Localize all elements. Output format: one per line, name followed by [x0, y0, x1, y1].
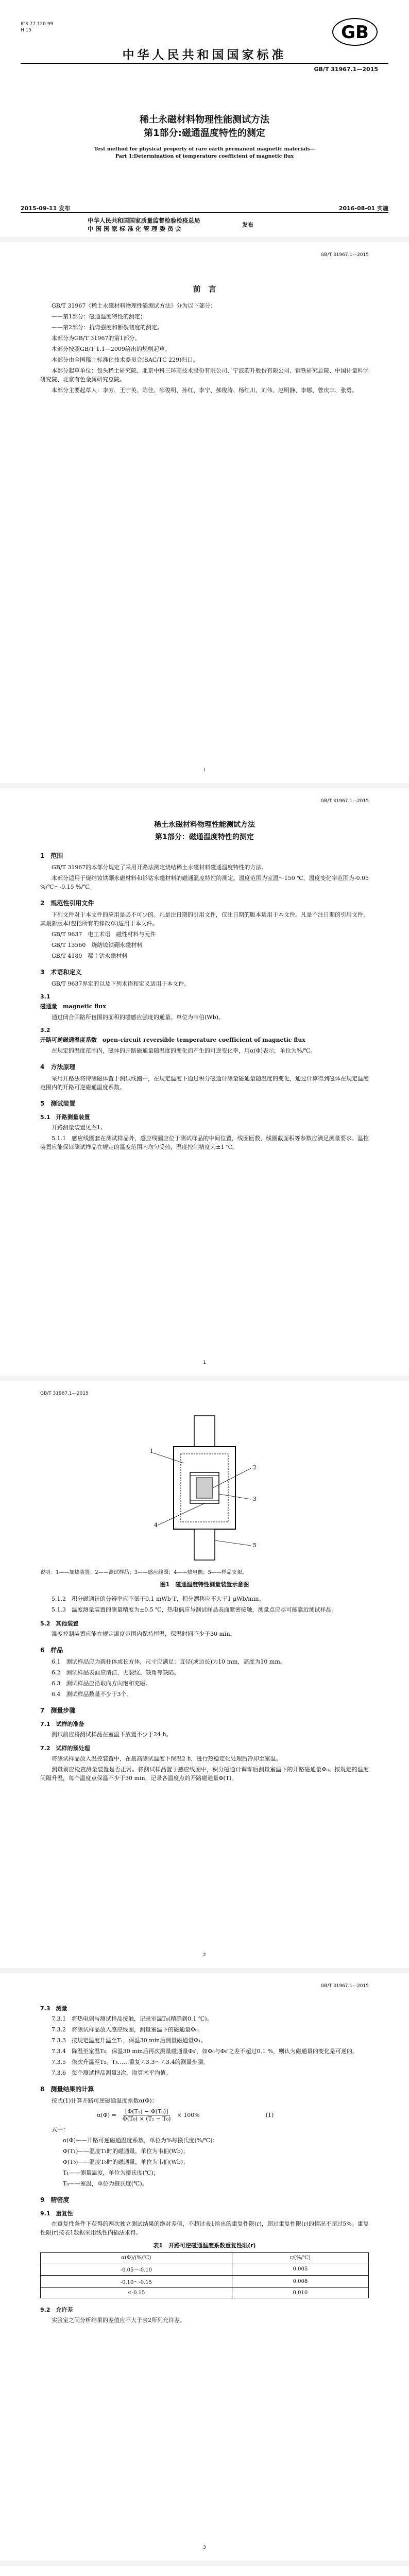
formula-tail: × 100% — [177, 2112, 200, 2119]
body-para: GB/T 9637 电工术语 磁性材料与元件 — [52, 931, 156, 938]
step-para: 7.3.6 每个测试样品测量3次，取算术平均值。 — [52, 2070, 172, 2076]
foreword-para: 本部分按照GB/T 1.1—2009给出的规则起草。 — [52, 346, 171, 352]
cover-rule — [21, 63, 388, 64]
body-para: 将测试样品放入温控装置中，在最高测试温度下保温2 h，进行热稳定化处理后冷却至室温。 — [52, 1755, 282, 1762]
symbol-definition: T₀——室温，单位为摄氏度(℃)。 — [63, 2180, 148, 2187]
section-heading: 8 测量结果的计算 — [40, 2086, 94, 2093]
body-para: GB/T 13560 烧结钕铁硼永磁材料 — [52, 942, 143, 948]
section-heading: 3 术语和定义 — [40, 969, 82, 976]
figure-label: 5 — [253, 1542, 257, 1549]
page2-std-number: GB/T 31967.1—2015 — [40, 1391, 89, 1396]
section-heading: 6 样品 — [40, 1647, 63, 1654]
section-heading: 2 规范性引用文件 — [40, 900, 94, 907]
issuer-1: 中华人民共和国国家质量监督检验检疫总局 — [88, 217, 200, 224]
subsection-heading: 5.1 开路测量装置 — [40, 1114, 90, 1121]
foreword-para: ——第1部分：磁通温度特性的测定； — [52, 313, 146, 320]
symbol-definition: T₁——测量温度，单位为摄氏度(℃)； — [63, 2170, 159, 2176]
body-para: GB/T 4180 稀土钴永磁材料 — [52, 953, 128, 959]
cover-title-en-1: Test method for physical property of rare earth permanent magnetic materials— — [94, 146, 315, 152]
body-para: 5.1.2 积分磁通计的分辨率应不低于0.1 mWb·T，积分漂移应不大于1 μWb/min。 — [52, 1596, 265, 1602]
formula-lhs: α(Φ) = — [97, 2112, 116, 2119]
body-page-3 — [0, 1973, 409, 2561]
formula-1 — [97, 2108, 369, 2122]
foreword-page-number: Ⅰ — [203, 768, 206, 773]
term-definition: 在规定的温度范围内，磁体的开路磁通量随温度的变化而产生的可逆变化率，用α(Φ)表示，单位为%/℃。 — [52, 1047, 316, 1054]
symbol-definition: α(Φ)——开路可逆磁通温度系数，单位为%每摄氏度(%/℃)； — [63, 2137, 218, 2144]
body-para: 6.3 测试样品应沿取向方向饱和充磁。 — [52, 1680, 151, 1687]
step-para: 7.3.4 降温至室温T₀，保温30 min后再次测量磁通量Φ₀′，如Φ₀与Φ₀′之差不超过0.1 %，则认为磁通量的变化是可逆的。 — [52, 2048, 358, 2055]
lower-pole — [194, 1529, 215, 1560]
body-page-1 — [0, 788, 409, 1376]
implement-date: 2016-08-01 实施 — [338, 205, 388, 212]
table-cell: 0.008 — [232, 2276, 368, 2288]
figure-label: 2 — [253, 1464, 257, 1471]
figure-caption: 图1 磁通温度特性测量装置示意图 — [160, 1581, 249, 1588]
subsection-heading: 9.2 允许差 — [40, 2307, 73, 2313]
table-row — [41, 2288, 369, 2298]
subsection-heading: 5.2 其他装置 — [40, 1620, 79, 1627]
body-para: 采用开路法将待测磁体置于测试线圈中，在规定温度下通过积分磁通计测量磁通量随温度的变化，通过计算得到磁体在规定温度范围内的开路可逆磁通温度系数。 — [40, 1075, 369, 1091]
standard-org: 中华人民共和国国家标准 — [122, 48, 287, 62]
subsection-heading: 7.1 试样的准备 — [40, 1721, 84, 1727]
step-para: 7.3.3 按规定温度升温至T₁，保温30 min后测量磁通量Φ₁。 — [52, 2037, 207, 2044]
gb-logo-icon — [332, 18, 378, 46]
clause-number: 3.1 — [40, 993, 50, 1000]
foreword-page — [0, 242, 409, 783]
body-para: 下列文件对于本文件的应用是必不可少的。凡是注日期的引用文件，仅注日期的版本适用于本文件。凡是不注日期的引用文件，其最新版本(包括所有的修改单)适用于本文件。 — [40, 911, 369, 927]
table-1-caption: 表1 开路可逆磁通温度系数重复性限(r) — [153, 2242, 256, 2249]
body-para: GB/T 9637界定的以及下列术语和定义适用于本文件。 — [52, 980, 190, 987]
step-para: 7.3.2 将测试样品放入感应线圈，测量室温下的磁通量Φ₀。 — [52, 2026, 203, 2033]
body-para: 按式(1)计算开路可逆磁通温度系数α(Φ)： — [52, 2097, 158, 2104]
issue-date: 2015-09-11 发布 — [21, 205, 71, 212]
page3-std-number: GB/T 31967.1—2015 — [320, 1984, 369, 1989]
section-heading: 9 精密度 — [40, 2196, 70, 2204]
body-para: 6.4 测试样品数量不少于3个。 — [52, 1691, 132, 1698]
clause-number: 3.2 — [40, 1027, 50, 1033]
where-label: 式中： — [52, 2126, 69, 2133]
section-heading: 5 测试装置 — [40, 1100, 76, 1107]
table-cell: 0.010 — [232, 2288, 368, 2298]
section-heading: 7 测量步骤 — [40, 1707, 76, 1714]
upper-pole — [194, 1416, 215, 1447]
cover-title-cn-2: 第1部分:磁通温度特性的测定 — [144, 128, 265, 139]
repeatability-table — [40, 2252, 369, 2298]
body-page-2 — [0, 1381, 409, 1968]
foreword-para: 本部分由全国稀土标准化技术委员会(SAC/TC 229)归口。 — [52, 357, 199, 363]
figure-label: 1 — [150, 1448, 154, 1454]
body-para: 测量前应检查测量装置是否正常。将测试样品置于感应线圈中，积分磁通计调零后测量室温下的开路磁通量Φ₀。按规定的温度间隔升温，每个温度点保温不少于30 min，记录各温度点的开路磁通量Φ(T)。 — [40, 1766, 369, 1782]
term-title: 开路可逆磁通温度系数 open-circuit reversible temperature coefficient of magnetic flux — [40, 1037, 305, 1043]
body-para: 开路测量装置见图1。 — [52, 1124, 106, 1131]
figure-label: 3 — [253, 1496, 257, 1502]
figure-label: 4 — [154, 1522, 158, 1529]
symbol-definition: Φ(T₀)——温度T₀时的磁通量，单位为韦伯(Wb)； — [63, 2159, 189, 2165]
page1-std-number: GB/T 31967.1—2015 — [320, 799, 369, 804]
term-definition: 通过闭合回路所包围的面积的磁感应强度的通量。单位为韦伯(Wb)。 — [52, 1014, 224, 1021]
body-para: 6.1 测试样品应为圆柱体或长方体，尺寸应满足：直径(或边长)为10 mm，高度为10 mm。 — [52, 1658, 286, 1665]
symbol-definition: Φ(T₁)——温度T₁时的磁通量，单位为韦伯(Wb)； — [63, 2148, 189, 2155]
body-para: 温度控制装置应能在规定温度范围内保持恒温，保温时间不少于30 min。 — [52, 1631, 236, 1637]
subsection-heading: 7.2 试样的预处理 — [40, 1745, 90, 1752]
body-para: 测试前应将测试样品在室温下放置不少于24 h。 — [52, 1731, 172, 1738]
table-2-caption — [40, 2566, 369, 2576]
formula-fraction — [121, 2108, 173, 2122]
table-row — [41, 2276, 369, 2288]
issuer-tag: 发布 — [242, 222, 253, 228]
formula-numerator: [Φ(T₁) − Φ(T₀)] — [123, 2108, 171, 2115]
body-para: 5.1.3 温度测量装置的测量精度为±0.5 ℃，热电偶应与测试样品表面紧密接触，测量点应尽可能靠近测试样品。 — [52, 1606, 337, 1613]
body-para: 6.2 测试样品表面应清洁，无裂纹、缺角等缺陷。 — [52, 1669, 180, 1676]
cover-std-number: GB/T 31967.1—2015 — [314, 66, 378, 73]
foreword-para: 本部分起草单位：包头稀土研究院、北京中科三环高技术股份有限公司、宁波韵升股份有限公司、钢铁研究总院、中国计量科学研究院、北京有色金属研究总院。 — [40, 367, 369, 383]
table-header-cell: r/(%/℃) — [232, 2253, 368, 2263]
page3-number: 3 — [203, 2545, 206, 2550]
table-header-row — [41, 2253, 369, 2263]
figure-1 — [40, 1381, 369, 1566]
section-heading: 1 范围 — [40, 852, 63, 859]
issuer-2: 中 国 国 家 标 准 化 管 理 委 员 会 — [88, 225, 182, 232]
foreword-para: 本部分主要起草人：李芳、王宁英、陈佳、邵俊明、孙红、李宁、郝俊涛、杨红川、刘伟、赵明静、李娜、曾庆丰、张勇。 — [52, 387, 357, 394]
subsection-heading: 9.1 重复性 — [40, 2210, 73, 2217]
sample — [196, 1478, 213, 1498]
page1-number: 1 — [203, 1360, 206, 1365]
table-cell: ≤-0.15 — [41, 2288, 232, 2298]
body-title-2: 第1部分：磁通温度特性的测定 — [155, 833, 254, 841]
ics-code: ICS 77.120.99 — [21, 22, 54, 27]
formula-number: (1) — [265, 2112, 274, 2119]
body-para: 实验室之间分析结果的差值应不大于表2所列允许差。 — [52, 2317, 185, 2324]
gb-logo — [332, 18, 378, 46]
measurement-apparatus-diagram — [138, 1412, 271, 1566]
body-title-1: 稀土永磁材料物理性能测试方法 — [154, 821, 255, 829]
table-cell: 0.005 — [232, 2263, 368, 2276]
section-heading: 4 方法原理 — [40, 1063, 76, 1071]
foreword-title: 前 言 — [193, 284, 216, 294]
step-para: 7.3.1 将热电偶与测试样品接触，记录室温T₀(精确到0.1 ℃)。 — [52, 2015, 213, 2022]
cover-page — [0, 0, 409, 237]
gb-logo-text: GB — [341, 22, 369, 43]
body-page-4 — [0, 2566, 409, 2576]
table-header-cell: α(Φ)/(%/℃) — [41, 2253, 232, 2263]
cover-title-cn-1: 稀土永磁材料物理性能测试方法 — [140, 114, 269, 125]
body-para: 5.1.1 感应线圈套在测试样品外，感应线圈应位于测试样品的中间位置，线圈匝数、线圈截面积等参数应满足测量要求。温控装置应能保证测试样品在规定的温度范围内均匀受热，温度控制精度为±1 ℃。 — [40, 1135, 369, 1150]
foreword-para: ——第2部分：抗弯强度和断裂韧度的测定。 — [52, 324, 163, 331]
body-para: 本部分适用于烧结钕铁硼永磁材料和钐钴永磁材料的磁通温度特性的测定。温度范围为室温～150 ℃，温度变化率范围为-0.05 %/℃～-0.15 %/℃。 — [40, 875, 369, 890]
term-title: 磁通量 magnetic flux — [40, 1003, 106, 1010]
foreword-para: 本部分为GB/T 31967的第1部分。 — [52, 335, 141, 342]
subsection-heading: 7.3 测量 — [40, 2005, 67, 2012]
table-row — [41, 2263, 369, 2276]
cover-bottom-rule — [21, 212, 388, 213]
table-cell: -0.10～-0.15 — [41, 2276, 232, 2288]
formula-denominator: Φ(T₀) × (T₁ − T₀) — [122, 2115, 171, 2122]
step-para: 7.3.5 依次升温至T₂、T₃……重复7.3.3～7.3.4的测量步骤。 — [52, 2059, 209, 2065]
cover-title-en-2: Part 1:Determination of temperature coefficient of magnetic flux — [115, 154, 294, 159]
page2-number: 2 — [203, 1953, 206, 1958]
table-cell: -0.05～-0.10 — [41, 2263, 232, 2276]
foreword-para: GB/T 31967《稀土永磁材料物理性能测试方法》分为以下部分： — [52, 302, 216, 309]
body-para: GB/T 31967的本部分规定了采用开路法测定烧结稀土永磁材料磁通温度特性的方法。 — [52, 864, 267, 871]
figure-legend: 说明：1——加热装置；2——测试样品；3——感应线圈；4——热电偶；5——样品支架。 — [40, 1570, 247, 1575]
body-para: 在重复性条件下获得的两次独立测试结果的绝对差值，不超过表1给出的重复性限(r)，超过重复性限(r)的情况不超过5%。重复性限(r)按表1数据采用线性内插法求得。 — [40, 2221, 369, 2236]
ccs-code: H 15 — [21, 28, 32, 33]
foreword-std-number: GB/T 31967.1—2015 — [320, 252, 369, 258]
